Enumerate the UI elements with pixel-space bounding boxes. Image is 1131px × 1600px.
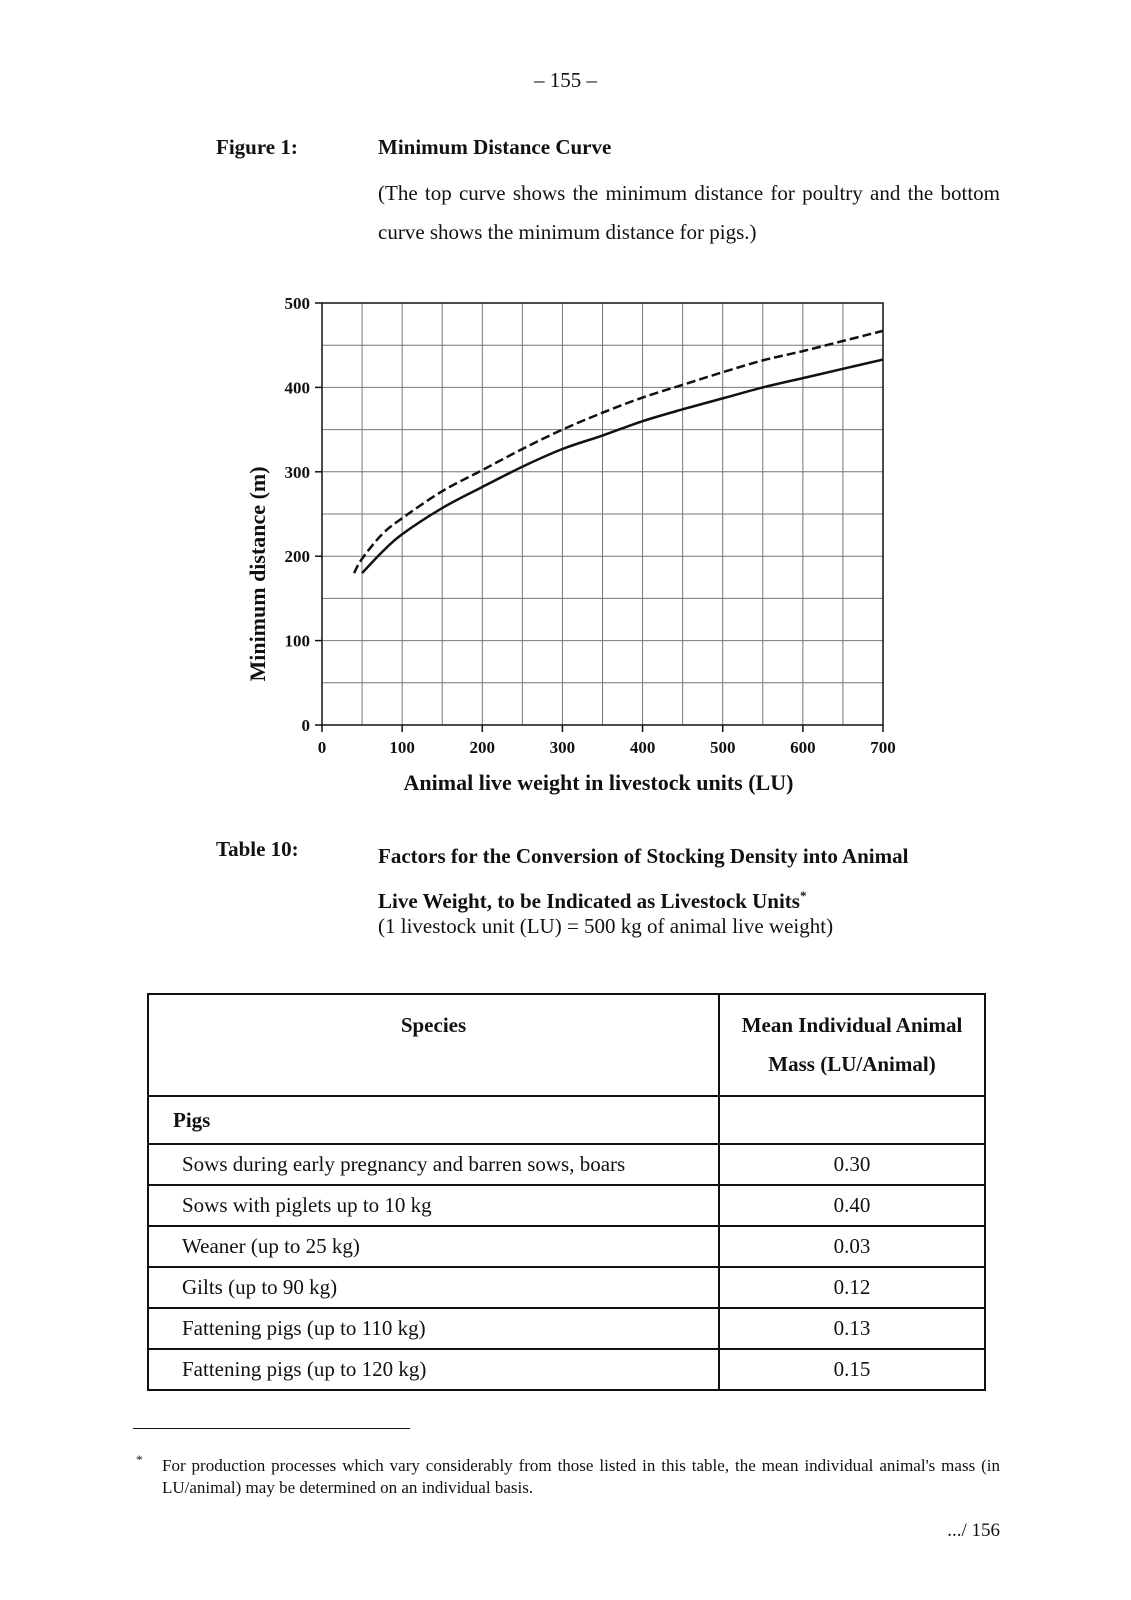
species-cell: Fattening pigs (up to 110 kg) bbox=[148, 1308, 719, 1349]
value-cell: 0.40 bbox=[719, 1185, 985, 1226]
table-title bbox=[378, 837, 1000, 921]
value-cell: 0.03 bbox=[719, 1226, 985, 1267]
footnote-text: For production processes which vary considerably from those listed in this table, the mean individual animal's mass (in LU/animal) may be determined on an individual basis. bbox=[162, 1456, 1000, 1497]
species-cell: Gilts (up to 90 kg) bbox=[148, 1267, 719, 1308]
figure-title: Minimum Distance Curve bbox=[378, 135, 612, 159]
y-tick-label: 100 bbox=[284, 631, 310, 651]
x-tick-label: 500 bbox=[709, 738, 736, 757]
table-row bbox=[148, 1267, 985, 1308]
header-mass-line1: Mean Individual Animal bbox=[741, 1013, 963, 1037]
x-tick-label: 600 bbox=[790, 738, 816, 757]
species-cell: Fattening pigs (up to 120 kg) bbox=[148, 1349, 719, 1390]
value-cell: 0.30 bbox=[719, 1144, 985, 1185]
table-footnote-marker: * bbox=[799, 888, 807, 903]
table-label: Table 10: bbox=[216, 837, 299, 861]
table-title-line1: Factors for the Conversion of Stocking Density into Animal bbox=[378, 844, 909, 868]
continuation-marker: .../ 156 bbox=[947, 1520, 1000, 1541]
group-empty-cell bbox=[719, 1096, 985, 1144]
value-cell: 0.13 bbox=[719, 1308, 985, 1349]
x-tick-label: 100 bbox=[389, 738, 415, 757]
y-tick-label: 0 bbox=[301, 716, 310, 735]
group-label: Pigs bbox=[148, 1096, 719, 1144]
header-mass bbox=[719, 994, 985, 1096]
group-row bbox=[148, 1096, 985, 1144]
table-row bbox=[148, 1308, 985, 1349]
footnote-rule bbox=[133, 1428, 410, 1429]
species-cell: Sows with piglets up to 10 kg bbox=[148, 1185, 719, 1226]
y-tick-label: 300 bbox=[284, 462, 310, 482]
figure-description: (The top curve shows the minimum distance for poultry and the bottom curve shows the minimum distance for pigs.) bbox=[378, 181, 1000, 244]
table-title-line2: Live Weight, to be Indicated as Livestock Units bbox=[378, 889, 800, 913]
x-tick-label: 700 bbox=[870, 738, 896, 757]
page-number: – 155 – bbox=[534, 68, 597, 92]
header-mass-line2: Mass (LU/Animal) bbox=[768, 1052, 936, 1076]
figure-label: Figure 1: bbox=[216, 135, 298, 159]
table-note: (1 livestock unit (LU) = 500 kg of animal live weight) bbox=[378, 914, 834, 938]
species-cell: Sows during early pregnancy and barren sows, boars bbox=[148, 1144, 719, 1185]
header-species: Species bbox=[148, 994, 719, 1096]
conversion-table bbox=[147, 993, 986, 1391]
footnote-marker: * bbox=[136, 1452, 143, 1467]
x-tick-label: 400 bbox=[629, 738, 656, 757]
table-row bbox=[148, 1185, 985, 1226]
y-tick-label: 500 bbox=[284, 294, 310, 313]
x-tick-label: 200 bbox=[469, 738, 496, 757]
x-axis-label: Animal live weight in livestock units (LU) bbox=[403, 770, 794, 795]
table-row bbox=[148, 1226, 985, 1267]
series-line-top-dashed bbox=[354, 331, 883, 573]
x-tick-label: 0 bbox=[317, 738, 327, 757]
y-tick-label: 400 bbox=[284, 378, 310, 398]
chart-series bbox=[354, 331, 883, 573]
value-cell: 0.12 bbox=[719, 1267, 985, 1308]
series-line-bottom-solid bbox=[362, 360, 883, 574]
table-row bbox=[148, 1349, 985, 1390]
table-row bbox=[148, 1144, 985, 1185]
table-header-row bbox=[148, 994, 985, 1096]
chart-ticks bbox=[285, 294, 896, 757]
x-tick-label: 300 bbox=[549, 738, 576, 757]
y-axis-label: Minimum distance (m) bbox=[245, 466, 270, 682]
species-cell: Weaner (up to 25 kg) bbox=[148, 1226, 719, 1267]
value-cell: 0.15 bbox=[719, 1349, 985, 1390]
y-tick-label: 200 bbox=[284, 547, 310, 567]
